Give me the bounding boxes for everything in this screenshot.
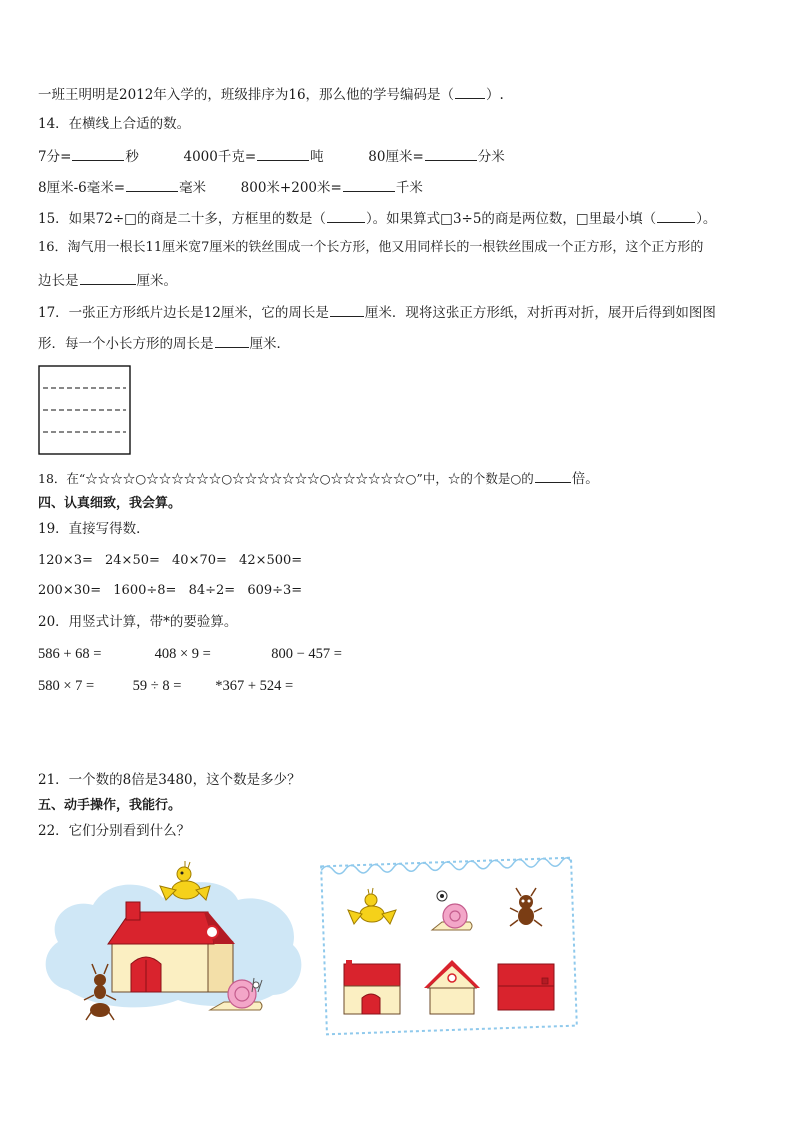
q14-item-unit: 毫米 [179, 180, 207, 196]
q19-row1 [38, 552, 302, 570]
calc-item: 586 + 68 = [38, 646, 102, 662]
answer-blank[interactable] [257, 146, 309, 161]
q14-title: 14．在横线上合适的数。 [38, 116, 191, 132]
q13-tail-close: ）. [486, 87, 504, 103]
q20-row1 [38, 645, 342, 663]
scene-illustration [38, 860, 308, 1030]
q18-part1: 18．在“☆☆☆☆○☆☆☆☆☆☆○☆☆☆☆☆☆☆○☆☆☆☆☆☆○”中，☆的个数是○的 [38, 471, 534, 486]
calc-item: 120×3= [38, 553, 93, 568]
q16-line2b: 厘米。 [136, 273, 177, 289]
q15-part3: ）。 [696, 211, 717, 227]
q16-line2 [38, 270, 177, 290]
q21-line: 21．一个数的8倍是3480，这个数是多少？ [38, 772, 301, 788]
q19-row2 [38, 582, 302, 600]
q17-line1 [38, 302, 716, 322]
q17-line2 [38, 333, 290, 353]
q13-tail-line [38, 84, 504, 104]
q15-line [38, 208, 716, 228]
q17-line1b: 厘米．现将这张正方形纸，对折再对折，展开后得到如图图 [364, 305, 716, 321]
answer-blank[interactable] [343, 177, 395, 192]
q14-row1 [38, 146, 505, 166]
calc-item: *367 + 524 = [215, 678, 294, 694]
calc-item: 408 × 9 = [154, 646, 211, 662]
q14-item-unit: 千米 [395, 180, 423, 196]
calc-item: 84÷2= [188, 583, 236, 598]
calc-item: 40×70= [172, 553, 227, 568]
q14-item-left: 4000千克= [183, 149, 257, 165]
q13-tail-text: 一班王明明是2012年入学的，班级排序为16，那么他的学号编码是（ [38, 87, 455, 103]
q14-item-unit: 分米 [477, 149, 505, 165]
house-top-view-icon [498, 964, 554, 1010]
calc-item: 800 − 457 = [271, 646, 342, 662]
q18-part2: 倍。 [571, 471, 599, 487]
answer-blank[interactable] [327, 208, 365, 223]
calc-item: 24×50= [105, 553, 160, 568]
q14-row2 [38, 177, 423, 197]
q14-item-left: 8厘米-6毫米= [38, 180, 126, 196]
answer-blank[interactable] [330, 302, 364, 317]
q17-line2b: 厘米． [249, 336, 290, 352]
q16-line2a: 边长是 [38, 273, 79, 289]
calc-item: 609÷3= [247, 583, 303, 598]
views-card [310, 852, 588, 1042]
answer-blank[interactable] [215, 333, 249, 348]
q22-title: 22．它们分别看到什么？ [38, 823, 191, 839]
q19-title: 19．直接写得数． [38, 521, 150, 537]
q17-line2a: 形．每一个小长方形的周长是 [38, 336, 214, 352]
q15-part1: 15．如果72÷□的商是二十多，方框里的数是（ [38, 211, 326, 227]
answer-blank[interactable] [455, 84, 485, 99]
calc-item: 580 × 7 = [38, 678, 95, 694]
calc-item: 200×30= [38, 583, 102, 598]
q20-title: 20．用竖式计算，带*的要验算。 [38, 614, 238, 630]
q14-item-left: 7分= [38, 149, 72, 165]
q16-line1: 16．淘气用一根长11厘米宽7厘米的铁丝围成一个长方形，他又用同样长的一根铁丝围成一个正方形，这个正方形的 [38, 240, 704, 255]
house-front-view-icon [344, 960, 400, 1014]
answer-blank[interactable] [72, 146, 124, 161]
section-4-heading: 四、认真细致，我会算。 [38, 496, 182, 511]
q20-row2 [38, 677, 293, 695]
answer-blank[interactable] [535, 468, 571, 483]
folded-paper-figure [37, 365, 133, 457]
calc-item: 59 ÷ 8 = [132, 678, 182, 694]
calc-item: 42×500= [239, 553, 303, 568]
q15-part2: ）。如果算式□3÷5的商是两位数，□里最小填（ [365, 211, 657, 227]
q14-item-unit: 秒 [125, 149, 139, 165]
q18-line [38, 468, 599, 488]
answer-blank[interactable] [126, 177, 178, 192]
bird-icon [160, 861, 210, 900]
q17-line1a: 17．一张正方形纸片边长是12厘米，它的周长是 [38, 305, 329, 321]
answer-blank[interactable] [80, 270, 136, 285]
q14-item-left: 80厘米= [368, 149, 424, 165]
q14-item-left: 800米+200米= [240, 180, 342, 196]
answer-blank[interactable] [657, 208, 695, 223]
section-5-heading: 五、动手操作，我能行。 [38, 798, 182, 813]
answer-blank[interactable] [425, 146, 477, 161]
q14-item-unit: 吨 [310, 149, 324, 165]
calc-item: 1600÷8= [113, 583, 177, 598]
